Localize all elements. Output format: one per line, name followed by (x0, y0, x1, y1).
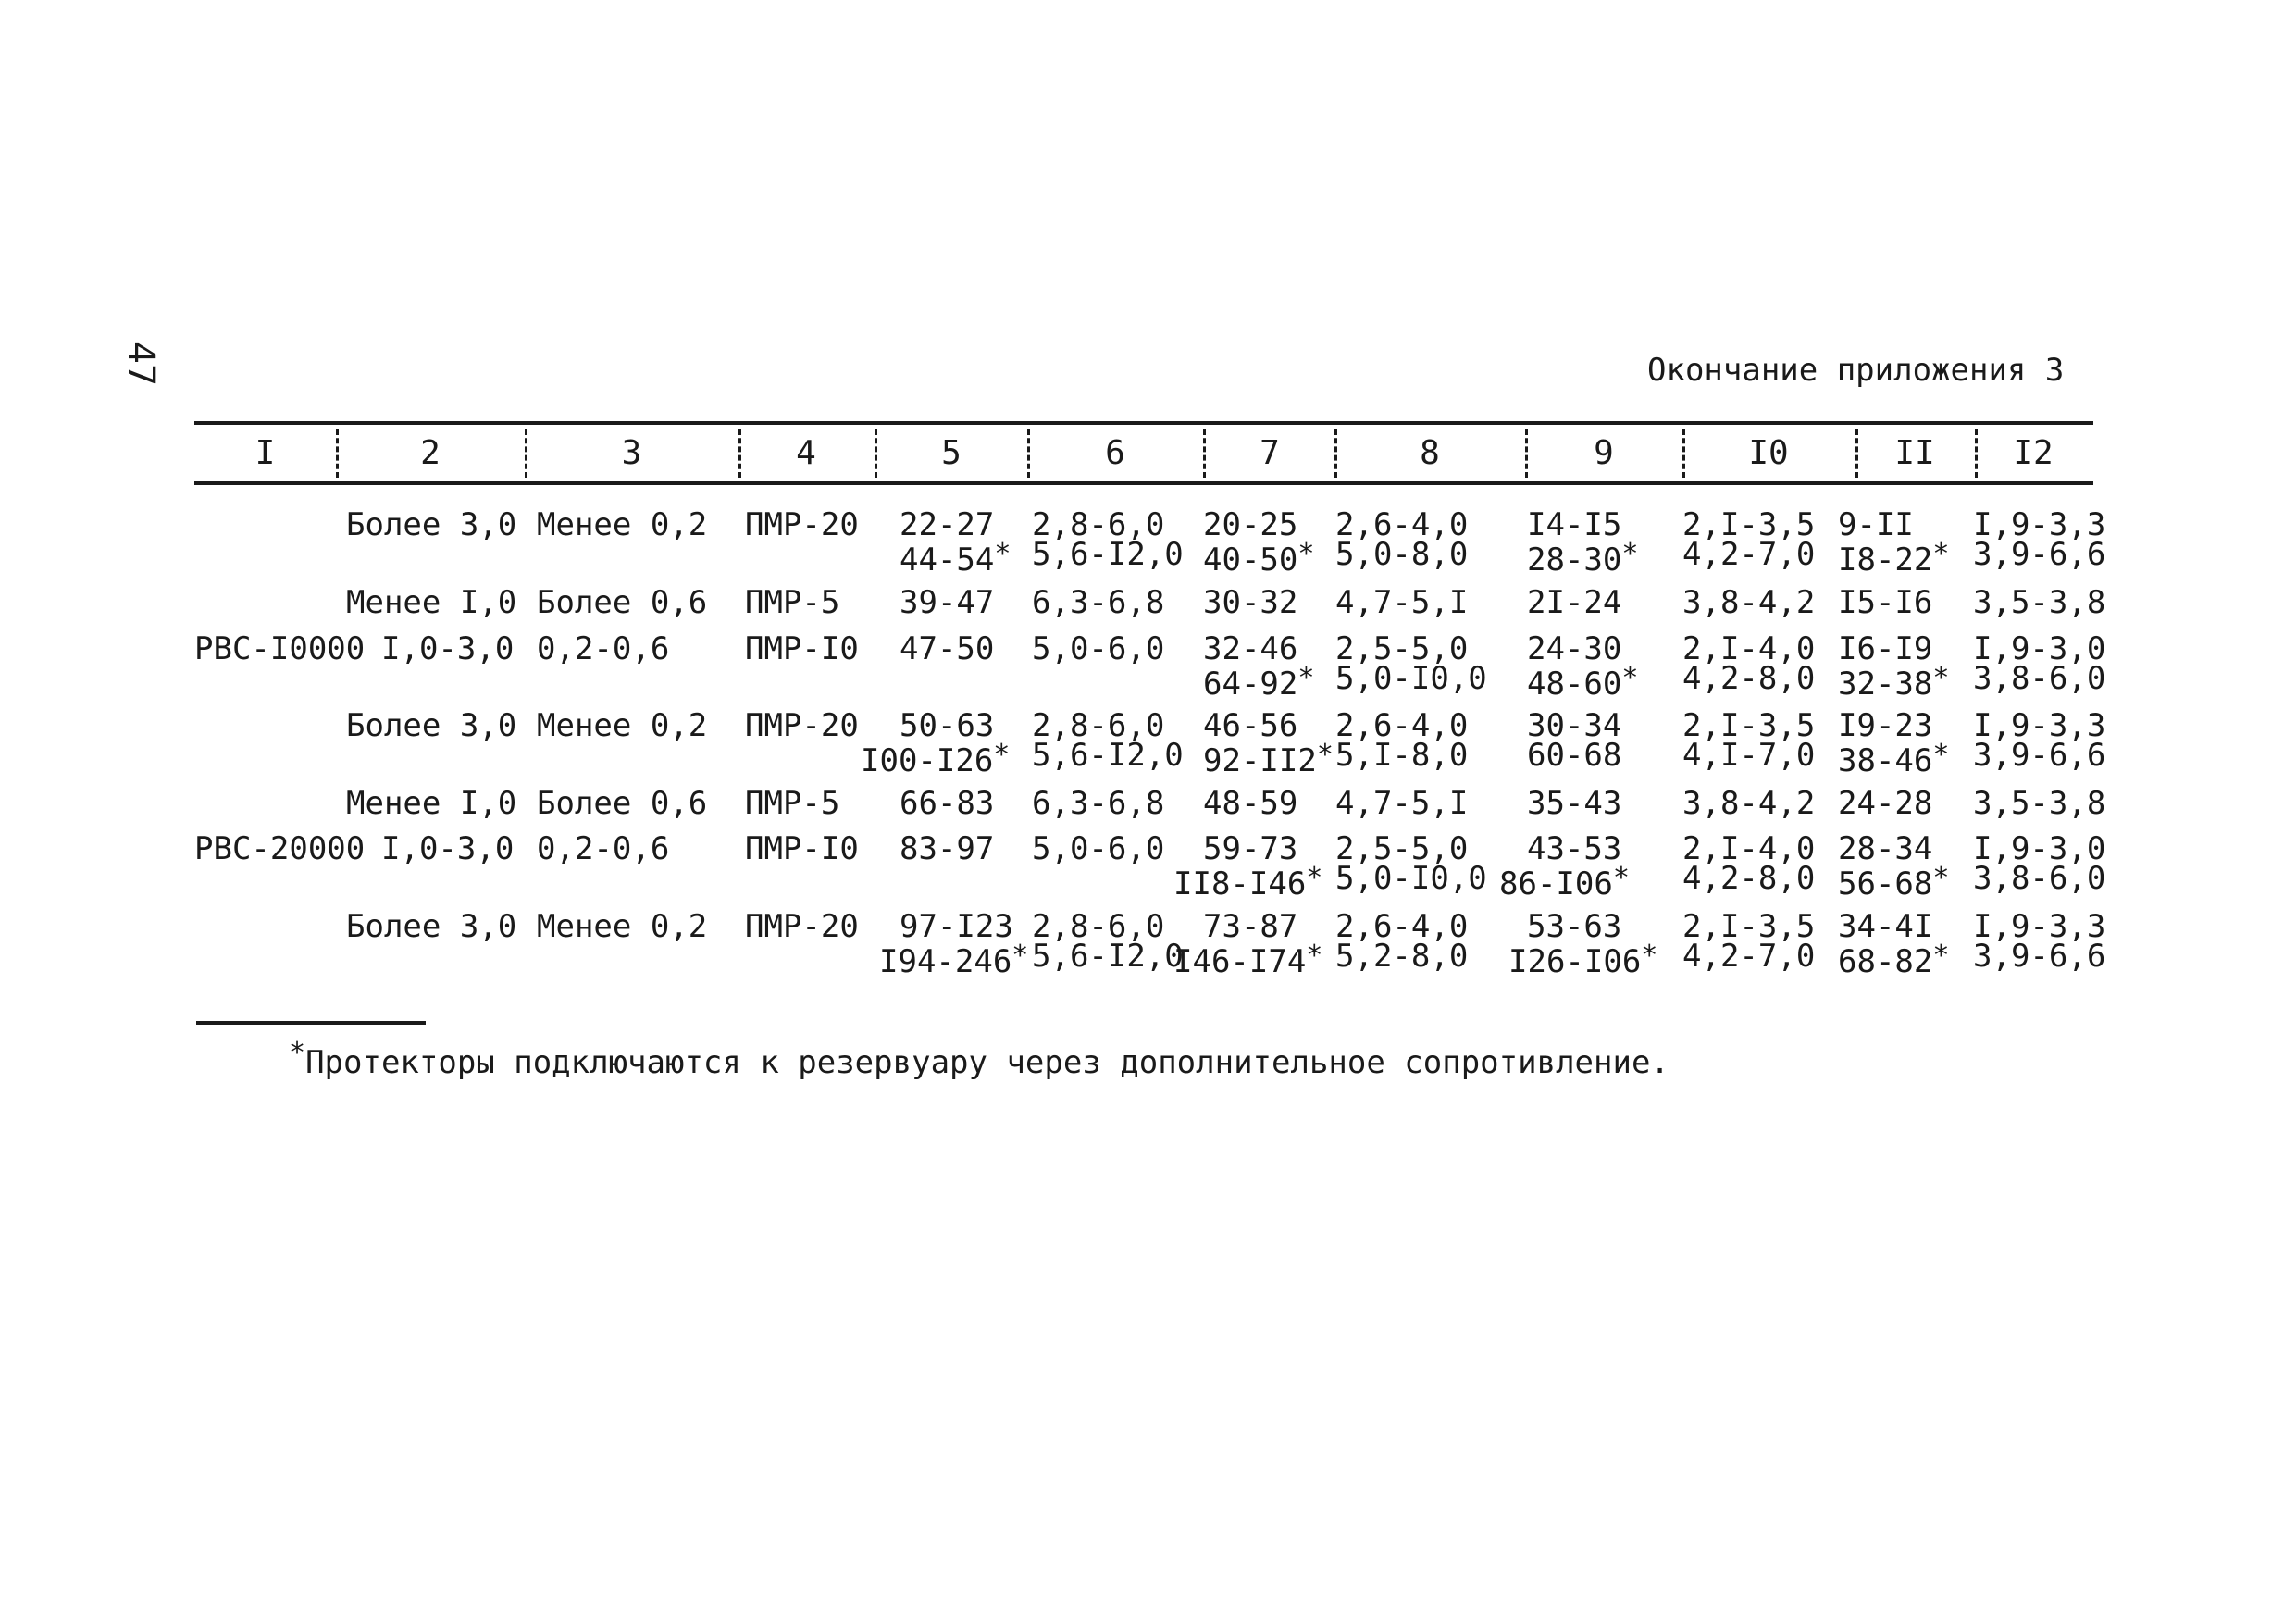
cell-col8-top: 2,6-4,0 (1335, 707, 1469, 744)
cell-col7-bottom-value: 92-II2 (1203, 742, 1317, 779)
cell-col9-top: I4-I5 (1527, 506, 1622, 543)
footnote-marker: * (993, 739, 1011, 771)
cell-resistivity: Менее 0,2 (537, 908, 708, 945)
cell-col7-bottom (1203, 662, 1315, 703)
cell-col12: 3,5-3,8 (1973, 584, 2106, 621)
cell-col7-bottom-value: II8-I46 (1173, 865, 1307, 902)
cell-col9: 2I-24 (1527, 584, 1622, 621)
cell-col12-top: I,9-3,0 (1973, 830, 2106, 867)
cell-col8: 4,7-5,I (1335, 785, 1469, 822)
header-col-6: 6 (1105, 434, 1125, 472)
cell-col12-top: I,9-3,0 (1973, 630, 2106, 667)
cell-col6-bottom: 5,6-I2,0 (1032, 737, 1184, 774)
cell-col5-top: 22-27 (900, 506, 995, 543)
cell-col11-bottom-value: I8-22 (1838, 541, 1933, 579)
cell-col7: 48-59 (1203, 785, 1298, 822)
cell-col6: 5,0-6,0 (1032, 830, 1165, 867)
cell-col11-top: 34-4I (1838, 908, 1933, 945)
cell-col10-top: 2,I-4,0 (1682, 830, 1816, 867)
cell-ratio: Более 3,0 (346, 707, 517, 744)
cell-col10-top: 2,I-3,5 (1682, 908, 1816, 945)
cell-col11-top: I6-I9 (1838, 630, 1933, 667)
cell-col11-bottom-value: 56-68 (1838, 865, 1933, 902)
cell-col5-bottom-value: 44-54 (900, 541, 995, 579)
footnote-marker: * (1306, 940, 1323, 972)
cell-col8-top: 2,6-4,0 (1335, 908, 1469, 945)
cell-col9-bottom-value: 28-30 (1527, 541, 1622, 579)
cell-col8-bottom: 5,0-I0,0 (1335, 660, 1487, 697)
cell-col5-top: 50-63 (900, 707, 995, 744)
cell-ratio: I,0-3,0 (381, 630, 515, 667)
header-col-7: 7 (1260, 434, 1280, 472)
cell-col7-bottom (1173, 940, 1323, 980)
footnote-marker: * (289, 1037, 306, 1069)
page-number: 47 (119, 341, 163, 387)
cell-col7-bottom-value: 64-92 (1203, 666, 1298, 703)
cell-col9-bottom (1527, 662, 1639, 703)
cell-col6: 6,3-6,8 (1032, 584, 1165, 621)
cell-col7-top: 46-56 (1203, 707, 1298, 744)
header-col-4: 4 (796, 434, 816, 472)
cell-col8-bottom: 5,0-8,0 (1335, 536, 1469, 573)
cell-col5-bottom-value: I94-246 (879, 943, 1012, 980)
cell-col9-top: 30-34 (1527, 707, 1622, 744)
header-col-2: 2 (420, 434, 441, 472)
cell-col7-bottom (1203, 740, 1334, 777)
footnote-marker: * (1932, 940, 1950, 972)
footnote-rule (196, 1021, 426, 1025)
footnote-marker: * (1932, 862, 1950, 894)
cell-col12-bottom: 3,8-6,0 (1973, 660, 2106, 697)
cell-col7-top: 73-87 (1203, 908, 1298, 945)
cell-protector-type: ПМР-20 (745, 506, 859, 543)
footnote-marker: * (1297, 662, 1315, 694)
cell-col10: 3,8-4,2 (1682, 584, 1816, 621)
cell-col8-top: 2,6-4,0 (1335, 506, 1469, 543)
cell-ratio: I,0-3,0 (381, 830, 515, 867)
table-header-bottom-rule (194, 481, 2093, 485)
footnote-marker: * (1621, 662, 1639, 694)
footnote-marker: * (1932, 538, 1950, 570)
cell-col10-bottom: 4,2-7,0 (1682, 536, 1816, 573)
cell-col10: 3,8-4,2 (1682, 785, 1816, 822)
cell-col9-bottom-value: 48-60 (1527, 666, 1622, 703)
cell-col8-bottom: 5,2-8,0 (1335, 938, 1469, 975)
cell-col6-top: 2,8-6,0 (1032, 707, 1165, 744)
header-col-11: II (1894, 434, 1935, 472)
cell-tank: РВС-20000 (194, 830, 366, 867)
cell-col10-bottom: 4,2-8,0 (1682, 660, 1816, 697)
cell-ratio: Менее I,0 (346, 785, 517, 822)
cell-col7-top: 32-46 (1203, 630, 1298, 667)
cell-protector-type: ПМР-5 (745, 785, 840, 822)
cell-protector-type: ПМР-I0 (745, 630, 859, 667)
cell-col7-bottom (1203, 538, 1315, 579)
header-col-12: I2 (2013, 434, 2054, 472)
cell-col11-bottom (1838, 940, 1950, 980)
cell-resistivity: Менее 0,2 (537, 506, 708, 543)
cell-col6-top: 2,8-6,0 (1032, 506, 1165, 543)
footnote-marker: * (994, 538, 1011, 570)
footnote-marker: * (1932, 662, 1950, 694)
cell-col5: 47-50 (900, 630, 995, 667)
cell-protector-type: ПМР-5 (745, 584, 840, 621)
header-col-10: I0 (1748, 434, 1789, 472)
cell-col9-bottom-value: 86-I06 (1499, 865, 1613, 902)
header-col-3: 3 (621, 434, 642, 472)
cell-col10-top: 2,I-3,5 (1682, 707, 1816, 744)
cell-resistivity: Более 0,6 (537, 584, 708, 621)
cell-col11: 24-28 (1838, 785, 1933, 822)
cell-col9-bottom: 60-68 (1527, 737, 1622, 774)
cell-col11-top: I9-23 (1838, 707, 1933, 744)
cell-col8-top: 2,5-5,0 (1335, 630, 1469, 667)
footnote-marker: * (1011, 940, 1029, 972)
cell-ratio: Более 3,0 (346, 908, 517, 945)
footnote-marker: * (1612, 862, 1630, 894)
cell-col11-bottom-value: 68-82 (1838, 943, 1933, 980)
cell-col5-top: 97-I23 (900, 908, 1013, 945)
cell-protector-type: ПМР-20 (745, 707, 859, 744)
footnote-marker: * (1306, 862, 1323, 894)
footnote-marker: * (1641, 940, 1658, 972)
cell-resistivity: Менее 0,2 (537, 707, 708, 744)
cell-col5-bottom (861, 740, 1010, 777)
cell-col5: 66-83 (900, 785, 995, 822)
cell-col11-top: 9-II (1838, 506, 1914, 543)
cell-ratio: Менее I,0 (346, 584, 517, 621)
cell-col7-top: 59-73 (1203, 830, 1298, 867)
header-col-5: 5 (941, 434, 962, 472)
cell-protector-type: ПМР-I0 (745, 830, 859, 867)
footnote-marker: * (1621, 538, 1639, 570)
cell-col11-bottom (1838, 740, 1949, 777)
cell-col6-bottom: 5,6-I2,0 (1032, 938, 1184, 975)
footnote-marker: * (1316, 739, 1334, 771)
table-top-rule (194, 421, 2093, 425)
cell-ratio: Более 3,0 (346, 506, 517, 543)
cell-col12-bottom: 3,9-6,6 (1973, 737, 2106, 774)
cell-col10-bottom: 4,2-8,0 (1682, 860, 1816, 897)
cell-col8-top: 2,5-5,0 (1335, 830, 1469, 867)
cell-col11-bottom-value: 38-46 (1838, 742, 1933, 779)
table-header-row (194, 426, 2093, 481)
cell-col5: 83-97 (900, 830, 995, 867)
cell-col8-bottom: 5,I-8,0 (1335, 737, 1469, 774)
cell-col6-top: 2,8-6,0 (1032, 908, 1165, 945)
cell-col12-bottom: 3,8-6,0 (1973, 860, 2106, 897)
cell-col9-bottom (1527, 538, 1639, 579)
cell-col11-bottom (1838, 863, 1949, 900)
cell-protector-type: ПМР-20 (745, 908, 859, 945)
cell-col10-top: 2,I-3,5 (1682, 506, 1816, 543)
cell-col7-top: 20-25 (1203, 506, 1298, 543)
cell-col10-bottom: 4,I-7,0 (1682, 737, 1816, 774)
header-col-9: 9 (1594, 434, 1614, 472)
cell-col9-bottom-value: I26-I06 (1508, 943, 1642, 980)
cell-col9-top: 53-63 (1527, 908, 1622, 945)
cell-col6: 6,3-6,8 (1032, 785, 1165, 822)
cell-tank: РВС-I0000 (194, 630, 366, 667)
cell-resistivity: 0,2-0,6 (537, 830, 670, 867)
cell-col9: 35-43 (1527, 785, 1622, 822)
cell-col8-bottom: 5,0-I0,0 (1335, 860, 1487, 897)
cell-col12-bottom: 3,9-6,6 (1973, 938, 2106, 975)
footnote (289, 1037, 1669, 1081)
cell-col6: 5,0-6,0 (1032, 630, 1165, 667)
footnote-marker: * (1932, 739, 1950, 771)
cell-col12-top: I,9-3,3 (1973, 908, 2106, 945)
cell-resistivity: Более 0,6 (537, 785, 708, 822)
cell-col11: I5-I6 (1838, 584, 1933, 621)
cell-col9-bottom (1508, 940, 1658, 980)
cell-col7-bottom-value: I46-I74 (1173, 943, 1307, 980)
cell-col6-bottom: 5,6-I2,0 (1032, 536, 1184, 573)
cell-resistivity: 0,2-0,6 (537, 630, 670, 667)
footnote-text: Протекторы подключаются к резервуару через дополнительное сопротивление. (305, 1044, 1669, 1081)
cell-col11-bottom (1838, 662, 1950, 703)
cell-col8: 4,7-5,I (1335, 584, 1469, 621)
cell-col7: 30-32 (1203, 584, 1298, 621)
cell-col10-top: 2,I-4,0 (1682, 630, 1816, 667)
cell-col7-bottom-value: 40-50 (1203, 541, 1298, 579)
footnote-marker: * (1297, 538, 1315, 570)
cell-col12-bottom: 3,9-6,6 (1973, 536, 2106, 573)
cell-col9-top: 24-30 (1527, 630, 1622, 667)
cell-col7-bottom (1173, 863, 1322, 900)
cell-col5: 39-47 (900, 584, 995, 621)
table-caption: Окончание приложения 3 (1647, 352, 2065, 389)
header-col-8: 8 (1420, 434, 1440, 472)
header-col-1: I (254, 434, 276, 472)
cell-col5-bottom (900, 538, 1011, 579)
cell-col5-bottom (879, 940, 1029, 980)
cell-col11-top: 28-34 (1838, 830, 1933, 867)
cell-col12-top: I,9-3,3 (1973, 707, 2106, 744)
cell-col5-bottom-value: I00-I26 (861, 742, 994, 779)
cell-col12-top: I,9-3,3 (1973, 506, 2106, 543)
cell-col12: 3,5-3,8 (1973, 785, 2106, 822)
cell-col10-bottom: 4,2-7,0 (1682, 938, 1816, 975)
cell-col9-bottom (1499, 863, 1630, 900)
cell-col11-bottom (1838, 538, 1950, 579)
cell-col9-top: 43-53 (1527, 830, 1622, 867)
cell-col11-bottom-value: 32-38 (1838, 666, 1933, 703)
